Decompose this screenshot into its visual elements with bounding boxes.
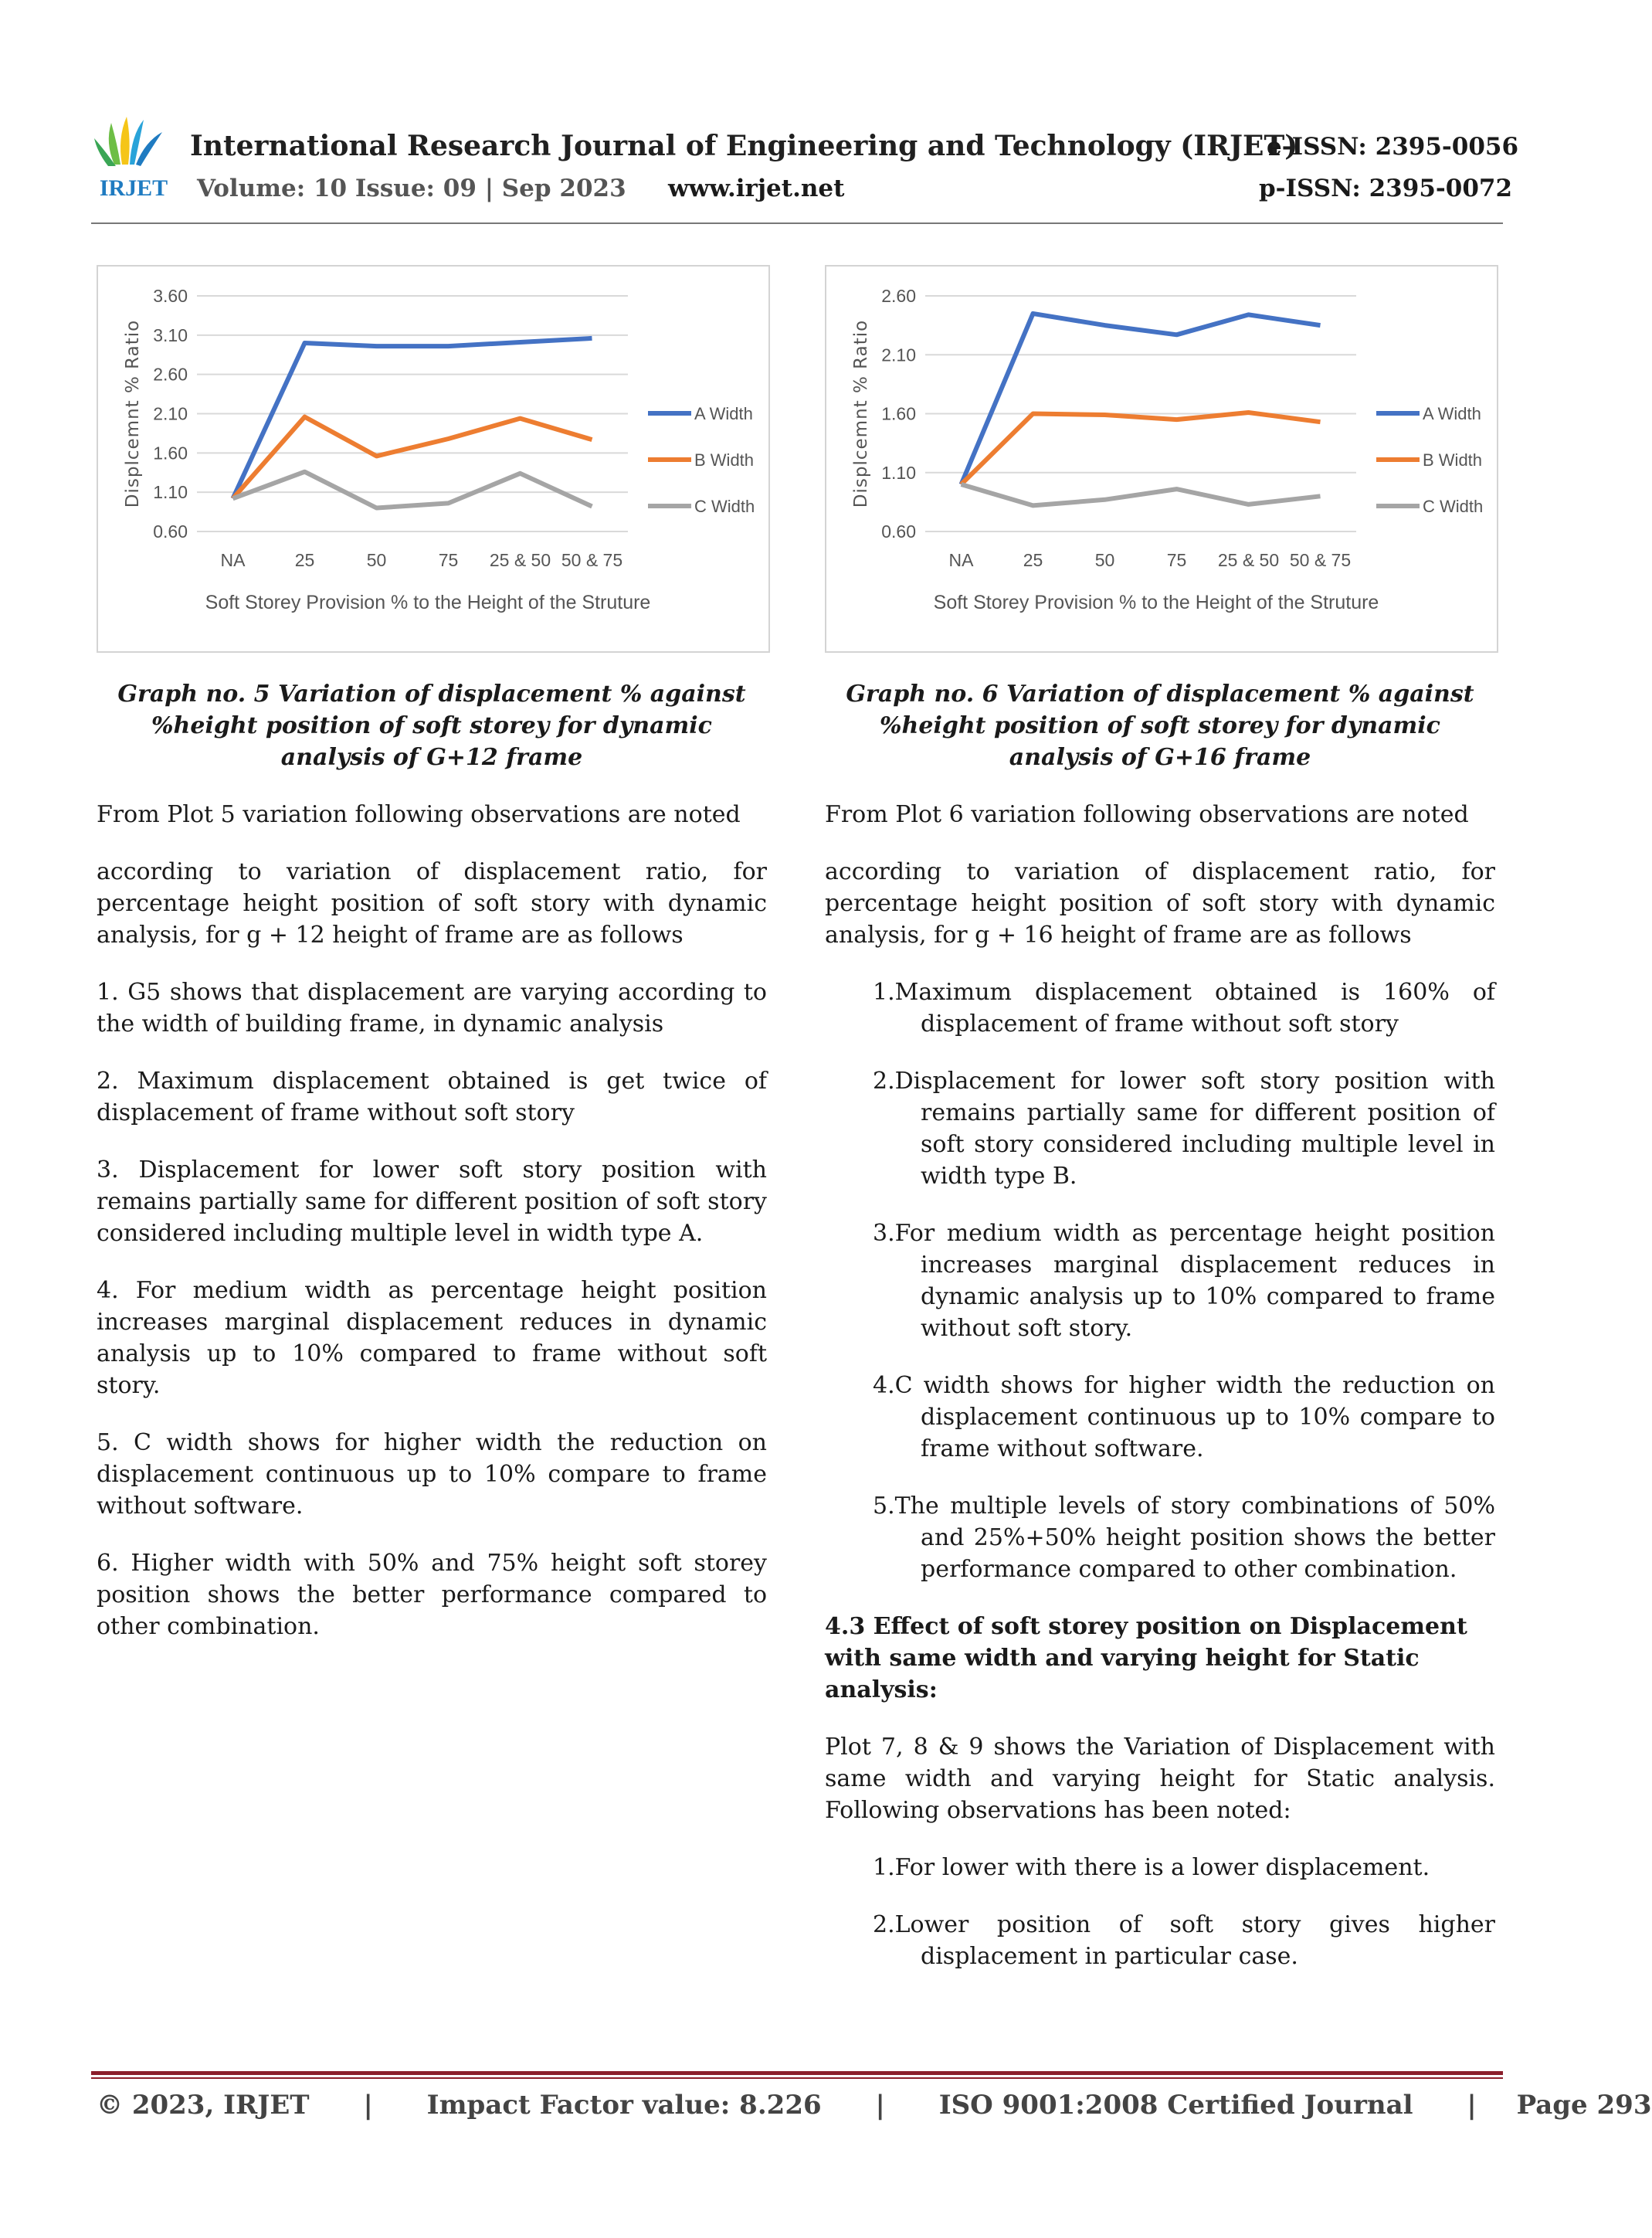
right-intro: From Plot 6 variation following observations are noted — [825, 801, 1469, 828]
legend-label: B Width — [694, 450, 755, 470]
logo-text: IRJET — [99, 175, 168, 201]
footer-iso: ISO 9001:2008 Certified Journal — [938, 2090, 1413, 2121]
x-tick-label: 50 — [366, 550, 387, 570]
x-tick-label: 50 — [1094, 550, 1115, 570]
graph-6-caption: Graph no. 6 Variation of displacement % against %height position of soft storey for dynamic analysis of G+16 frame — [846, 681, 1474, 771]
left-observation-2: 2. Maximum displacement obtained is get twice of displacement of frame without soft story — [97, 1068, 767, 1126]
journal-website: www.irjet.net — [668, 175, 845, 202]
graph-5-caption: Graph no. 5 Variation of displacement % against %height position of soft storey for dynamic analysis of G+12 frame — [117, 681, 746, 771]
y-tick-label: 2.10 — [881, 345, 916, 365]
left-paragraph: according to variation of displacement ratio, for percentage height position of soft story with dynamic analysis, for g + 12 height of frame are as follows — [97, 858, 767, 949]
footer-rule — [91, 2071, 1503, 2075]
left-observation-1: 1. G5 shows that displacement are varying according to the width of building frame, in dynamic analysis — [97, 979, 767, 1037]
legend-label: C Width — [1423, 497, 1484, 516]
x-tick-label: 50 & 75 — [561, 550, 623, 570]
y-tick-label: 0.60 — [153, 521, 188, 542]
graph-6-svg — [826, 267, 1497, 651]
y-tick-label: 1.10 — [881, 462, 916, 483]
left-observation-5: 5. C width shows for higher width the reduction on displacement continuous up to 10% compare to frame without software. — [97, 1429, 767, 1520]
legend-label: C Width — [694, 497, 755, 516]
right-observation-3: 3.For medium width as percentage height position increases marginal displacement reduces in dynamic analysis up to 10% compared to frame without soft story. — [873, 1220, 1495, 1342]
footer-copyright: © 2023, IRJET — [97, 2090, 310, 2121]
x-axis-title: Soft Storey Provision % to the Height of the Struture — [933, 592, 1379, 613]
header-divider — [91, 222, 1503, 224]
legend-label: A Width — [1423, 404, 1481, 423]
footer-separator: | — [1467, 2090, 1477, 2121]
left-observation-6: 6. Higher width with 50% and 75% height soft storey position shows the better performance compared to other combination. — [97, 1550, 767, 1640]
volume-issue: Volume: 10 Issue: 09 | Sep 2023 — [197, 175, 626, 202]
y-tick-label: 3.60 — [153, 286, 188, 306]
series-line-b-width — [962, 413, 1321, 484]
x-axis-title: Soft Storey Provision % to the Height of the Struture — [205, 592, 651, 613]
x-tick-label: 75 — [438, 550, 459, 570]
footer-impact-factor: Impact Factor value: 8.226 — [426, 2090, 822, 2121]
footer-separator: | — [875, 2090, 885, 2121]
irjet-logo — [91, 112, 176, 205]
left-intro: From Plot 5 variation following observations are noted — [97, 801, 741, 828]
footer-page-number: Page 293 — [1516, 2090, 1652, 2121]
y-tick-label: 1.10 — [153, 482, 188, 503]
y-tick-label: 1.60 — [881, 403, 916, 424]
left-observation-4: 4. For medium width as percentage height position increases marginal displacement reduces in dynamic analysis up to 10% compared to frame without soft story. — [97, 1277, 767, 1399]
right-observation-2: 2.Displacement for lower soft story position with remains partially same for different position of soft story considered including multiple level in width type B. — [873, 1068, 1495, 1190]
graph-5-svg — [98, 267, 768, 651]
footer-rule-thin — [91, 2077, 1503, 2079]
x-tick-label: 25 & 50 — [1217, 550, 1280, 570]
x-tick-label: 25 & 50 — [489, 550, 551, 570]
y-tick-label: 3.10 — [153, 324, 188, 345]
x-tick-label: 50 & 75 — [1289, 550, 1352, 570]
x-tick-label: NA — [220, 550, 246, 570]
x-tick-label: 25 — [294, 550, 315, 570]
series-line-a-width — [233, 338, 592, 498]
y-tick-label: 1.60 — [153, 443, 188, 464]
series-line-a-width — [962, 314, 1321, 484]
right-observation-1: 1.Maximum displacement obtained is 160% of displacement of frame without soft story — [873, 979, 1495, 1037]
y-tick-label: 0.60 — [881, 521, 916, 542]
section-4-3-heading: 4.3 Effect of soft storey position on Displacement with same width and varying height for Static analysis: — [825, 1613, 1467, 1703]
series-line-c-width — [962, 484, 1321, 505]
left-column — [97, 678, 767, 1668]
right-paragraph: according to variation of displacement ratio, for percentage height position of soft story with dynamic analysis, for g + 16 height of frame are as follows — [825, 858, 1495, 949]
right-observation-4: 4.C width shows for higher width the reduction on displacement continuous up to 10% compare to frame without software. — [873, 1372, 1495, 1462]
y-tick-label: 2.60 — [153, 364, 188, 385]
section-4-3-paragraph: Plot 7, 8 & 9 shows the Variation of Displacement with same width and varying height for Static analysis. Following observations has been noted: — [825, 1734, 1495, 1824]
footer — [97, 2090, 1652, 2121]
x-tick-label: NA — [948, 550, 974, 570]
series-line-b-width — [233, 417, 592, 499]
legend-label: B Width — [1423, 450, 1483, 470]
right-observation-5: 5.The multiple levels of story combinations of 50% and 25%+50% height position shows the better performance compared to other combination. — [873, 1493, 1495, 1583]
graph-6-chart — [825, 265, 1498, 653]
x-tick-label: 75 — [1166, 550, 1187, 570]
y-tick-label: 2.10 — [153, 403, 188, 424]
e-issn: e-ISSN: 2395-0056 — [1267, 133, 1519, 161]
section-observation-1: 1.For lower with there is a lower displacement. — [873, 1854, 1430, 1881]
series-line-c-width — [233, 472, 592, 508]
footer-separator: | — [363, 2090, 373, 2121]
right-column — [825, 678, 1495, 1998]
left-observation-3: 3. Displacement for lower soft story position with remains partially same for different position of soft story considered including multiple level in width type A. — [97, 1156, 767, 1247]
y-axis-title: Displcemnt % Ratio — [851, 319, 871, 508]
section-observation-2: 2.Lower position of soft story gives higher displacement in particular case. — [873, 1911, 1495, 1970]
legend-label: A Width — [694, 404, 753, 423]
y-tick-label: 2.60 — [881, 286, 916, 306]
x-tick-label: 25 — [1023, 550, 1043, 570]
p-issn: p-ISSN: 2395-0072 — [1259, 175, 1513, 202]
graph-5-chart — [97, 265, 770, 653]
journal-title: International Research Journal of Engineering and Technology (IRJET) — [190, 130, 1298, 162]
y-axis-title: Displcemnt % Ratio — [123, 319, 143, 508]
